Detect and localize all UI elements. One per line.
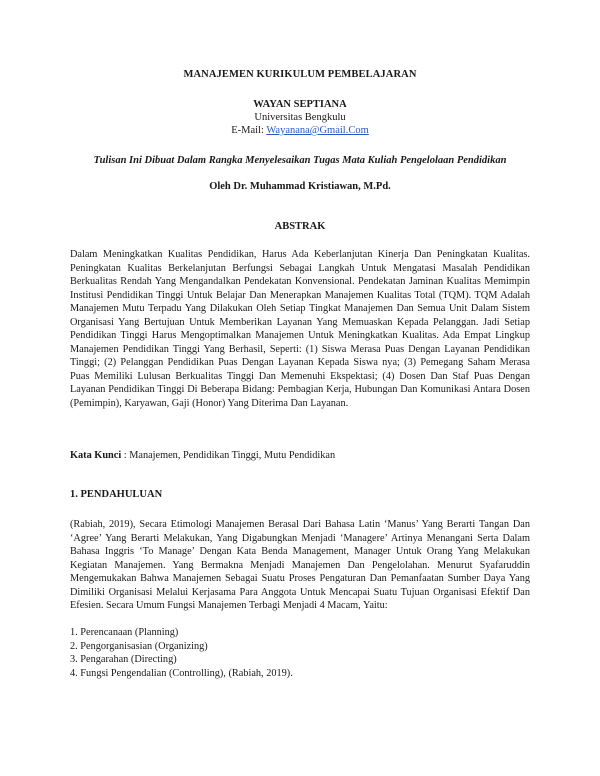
list-item: 2. Pengorganisasian (Organizing) <box>70 640 208 652</box>
abstract-body: Dalam Meningkatkan Kualitas Pendidikan, Harus Ada Keberlanjutan Kinerja Dan Peningkatan Kualitas. Peningkatan Kualitas Berkelanjutan Berfungsi Sebagai Langkah Untuk Mengatasi Masalah Pendidikan Berkualitas Rendah Yang Mengandalkan Pendekatan Konvensional. Pendekatan Jaminan Kualitas Memimpin Institusi Pendidikan Tinggi Untuk Belajar Dan Menerapkan Manajemen Kualitas Total (TQM). TQM Adalah Manajemen Mutu Terpadu Yang Dilakukan Oleh Setiap Tingkat Manajemen Dan Semua Unit Dalam Sistem Organisasi Yang Bertujuan Untuk Memberikan Layanan Yang Memuaskan Kepada Pelanggan. Jadi Setiap Pendidikan Tinggi Harus Mengoptimalkan Manajemen Untuk Meningkatkan Kualitas. Ada Empat Lingkup Manajemen Pendidikan Tinggi Yang Berhasil, Seperti: (1) Siswa Merasa Puas Dengan Layanan Pendidikan Tinggi; (2) Pelanggan Pendidikan Puas Dengan Layanan Kepada Siswa nya; (3) Pemegang Saham Merasa Puas Memiliki Lulusan Berkualitas Tinggi Dan Memenuhi Ekspektasi; (4) Dosen Dan Staf Puas Dengan Layanan Pendidikan Tinggi Di Beberapa Bidang: Pembagian Kerja, Hubungan Dan Komunikasi Antara Dosen (Pemimpin), Karyawan, Gaji (Honor) Yang Diterima Dan Layanan. <box>70 249 530 409</box>
keywords-text: : Manajemen, Pendidikan Tinggi, Mutu Pendidikan <box>121 450 336 461</box>
keywords <box>70 450 530 461</box>
paper-title: MANAJEMEN KURIKULUM PEMBELAJARAN <box>183 69 417 80</box>
list-item: 4. Fungsi Pengendalian (Controlling), (Rabiah, 2019). <box>70 667 293 679</box>
lecturer-line: Oleh Dr. Muhammad Kristiawan, M.Pd. <box>209 181 391 192</box>
introduction-body: (Rabiah, 2019), Secara Etimologi Manajemen Berasal Dari Bahasa Latin ‘Manus’ Yang Berarti Tangan Dan ‘Agree’ Yang Berarti Melakukan, Yang Digabungkan Menjadi ‘Managere’ Artinya Menangani Serta Dalam Bahasa Inggris ‘To Manage’ Dengan Kata Benda Management, Manager Untuk Orang Yang Melakukan Kegiatan Manajemen. Yang Bermakna Menjadi Manajemen Dan Pengelolahan. Menurut Syafaruddin Mengemukakan Bahwa Manajemen Sebagai Suatu Proses Pengaturan Dan Pemanfaatan Sumber Daya Yang Dimiliki Organisasi Melalui Kerjasama Para Anggota Untuk Mencapai Suatu Tujuan Organisasi Efektif Dan Efesien. Secara Umum Fungsi Manajemen Terbagi Menjadi 4 Macam, Yaitu: <box>70 519 530 611</box>
management-functions-list <box>70 626 530 680</box>
list-item: 3. Pengarahan (Directing) <box>70 654 177 665</box>
author-name: WAYAN SEPTIANA <box>253 99 347 110</box>
author-institution: Universitas Bengkulu <box>254 112 346 123</box>
keywords-label: Kata Kunci <box>70 450 122 461</box>
list-item: 1. Perencanaan (Planning) <box>70 627 179 638</box>
author-email-line <box>70 125 530 136</box>
assignment-note: Tulisan Ini Dibuat Dalam Rangka Menyelesaikan Tugas Mata Kuliah Pengelolaan Pendidikan <box>93 155 507 166</box>
abstract-heading: ABSTRAK <box>274 221 326 232</box>
section-heading-introduction: 1. PENDAHULUAN <box>70 489 163 500</box>
email-link[interactable]: Wayanana@Gmail.Com <box>266 125 369 136</box>
email-label: E-Mail: <box>231 125 267 136</box>
